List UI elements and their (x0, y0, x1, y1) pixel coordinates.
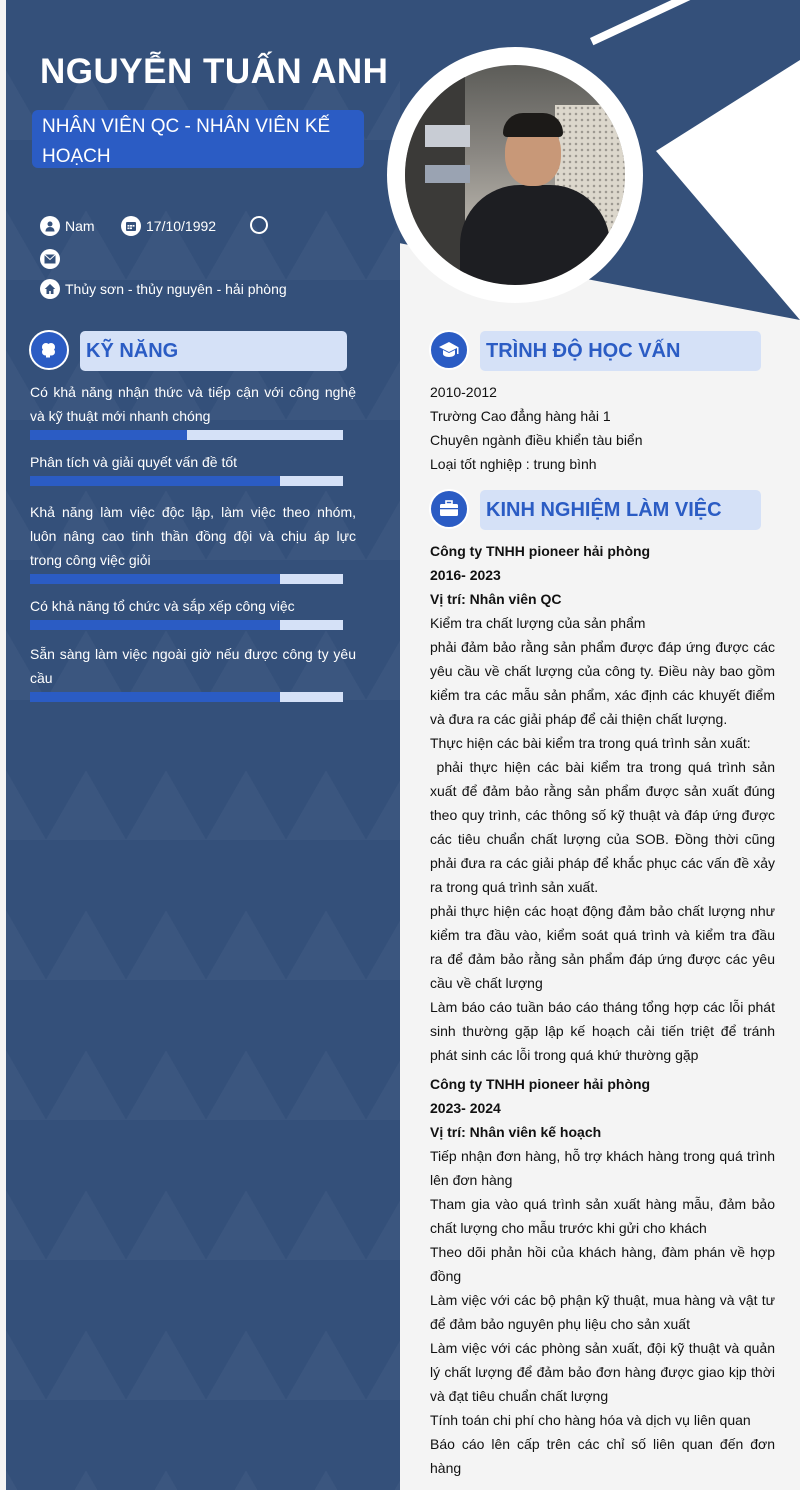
job-line: Báo cáo lên cấp trên các chỉ số liên quan đến đơn hàng (430, 1436, 775, 1476)
calendar-icon (121, 216, 141, 236)
address-text: Thủy sơn - thủy nguyên - hải phòng (65, 281, 287, 297)
birthdate-row (121, 216, 216, 236)
skill-bar-fill (30, 620, 280, 630)
skill-item (30, 380, 356, 440)
education-line: 2010-2012 (430, 384, 497, 400)
experience-title: KINH NGHIỆM LÀM VIỆC (486, 499, 722, 521)
candidate-position: NHÂN VIÊN QC - NHÂN VIÊN KẾ HOẠCH (42, 116, 331, 167)
education-line: Chuyên ngành điều khiển tàu biển (430, 432, 643, 448)
gender-row (40, 216, 95, 236)
job-line: phải thực hiện các bài kiểm tra trong quá trình sản xuất để đảm bảo rằng sản phẩm được sản xuất đúng theo quy trình, các thông số kỹ thuật và đáp ứng được các tiêu chuẩn chất lượng của SOB. Đồng thời cũng phải đưa ra các giải pháp để khắc phục các vấn đề xảy ra trong quá trình sản xuất. (430, 759, 779, 895)
briefcase-icon (429, 489, 469, 529)
job-role: Vị trí: Nhân viên kế hoạch (430, 1124, 602, 1140)
skill-bar (30, 574, 343, 584)
job-line: phải đảm bảo rằng sản phẩm được đáp ứng được các yêu cầu về chất lượng của công ty. Điều này bao gồm kiểm tra các mẫu sản phẩm, xác định các khuyết điểm và đưa ra các giải pháp để cải thiện chất lượng. (430, 639, 775, 727)
phone-row (250, 216, 273, 234)
job-line: phải thực hiện các hoạt động đảm bảo chất lượng như kiểm tra đầu vào, kiểm soát quá trình và kiểm tra đầu ra để đảm bảo rằng sản phẩm đáp ứng được các yêu cầu về chất lượng (430, 903, 775, 991)
skill-bar (30, 620, 343, 630)
job-line: Tham gia vào quá trình sản xuất hàng mẫu, đảm bảo chất lượng cho mẫu trước khi gửi cho khách (430, 1196, 775, 1236)
candidate-name: NGUYỄN TUẤN ANH (40, 52, 389, 91)
skill-text: Có khả năng tổ chức và sắp xếp công việc (30, 598, 295, 614)
email-icon (40, 249, 60, 269)
phone-icon (250, 216, 268, 234)
skill-bar-fill (30, 574, 280, 584)
email-row (40, 249, 65, 269)
skill-text: Sẵn sàng làm việc ngoài giờ nếu được công ty yêu cầu (30, 646, 356, 686)
education-line: Trường Cao đẳng hàng hải 1 (430, 408, 611, 424)
brain-icon (29, 330, 69, 370)
skill-item (30, 594, 356, 630)
job-company: Công ty TNHH pioneer hải phòng (430, 1076, 651, 1092)
address-row (40, 279, 287, 299)
birthdate-text: 17/10/1992 (146, 218, 217, 234)
job-line: Làm việc với các phòng sản xuất, đội kỹ thuật và quản lý chất lượng để đảm bảo đơn hàng được giao kịp thời và đạt tiêu chuẩn chất lượng (430, 1340, 775, 1404)
skill-item (30, 642, 356, 702)
skill-bar (30, 692, 343, 702)
education-title: TRÌNH ĐỘ HỌC VẤN (486, 340, 681, 362)
skill-bar-fill (30, 692, 280, 702)
profile-photo (405, 65, 625, 285)
job-line: Làm việc với các bộ phận kỹ thuật, mua hàng và vật tư để đảm bảo nguyên phụ liệu cho sản xuất (430, 1292, 775, 1332)
user-icon (40, 216, 60, 236)
job-company: Công ty TNHH pioneer hải phòng (430, 543, 651, 559)
education-content (430, 380, 780, 476)
education-line: Loại tốt nghiệp : trung bình (430, 456, 597, 472)
skill-bar (30, 476, 343, 486)
job-line: Theo dõi phản hồi của khách hàng, đàm phán về hợp đồng (430, 1244, 775, 1284)
graduation-cap-icon (429, 330, 469, 370)
job-role: Vị trí: Nhân viên QC (430, 591, 562, 607)
job-line: Thực hiện các bài kiểm tra trong quá trình sản xuất: (430, 735, 751, 751)
job-line: Kiểm tra chất lượng của sản phẩm (430, 615, 646, 631)
skill-bar (30, 430, 343, 440)
skills-list (30, 380, 356, 710)
skill-bar-fill (30, 476, 280, 486)
skill-item (30, 500, 356, 584)
skills-title: KỸ NĂNG (86, 340, 179, 362)
job-period: 2023- 2024 (430, 1100, 501, 1116)
gender-text: Nam (65, 218, 95, 234)
skill-item (30, 450, 356, 486)
skill-text: Có khả năng nhận thức và tiếp cận với công nghệ và kỹ thuật mới nhanh chóng (30, 384, 356, 424)
job-period: 2016- 2023 (430, 567, 501, 583)
experience-content (430, 539, 779, 1480)
job-line: Tiếp nhận đơn hàng, hỗ trợ khách hàng trong quá trình lên đơn hàng (430, 1148, 775, 1188)
home-icon (40, 279, 60, 299)
job-line: Làm báo cáo tuần báo cáo tháng tổng hợp các lỗi phát sinh thường gặp lập kế hoạch cải tiến triệt để tránh phát sinh các lỗi trong quá khứ thường gặp (430, 999, 775, 1063)
skill-text: Phân tích và giải quyết vấn đề tốt (30, 454, 238, 470)
skill-text: Khả năng làm việc độc lập, làm việc theo nhóm, luôn nâng cao tinh thần đồng đội và chịu áp lực trong công việc giỏi (30, 504, 356, 568)
job-line: Tính toán chi phí cho hàng hóa và dịch vụ liên quan (430, 1412, 751, 1428)
skill-bar-fill (30, 430, 187, 440)
